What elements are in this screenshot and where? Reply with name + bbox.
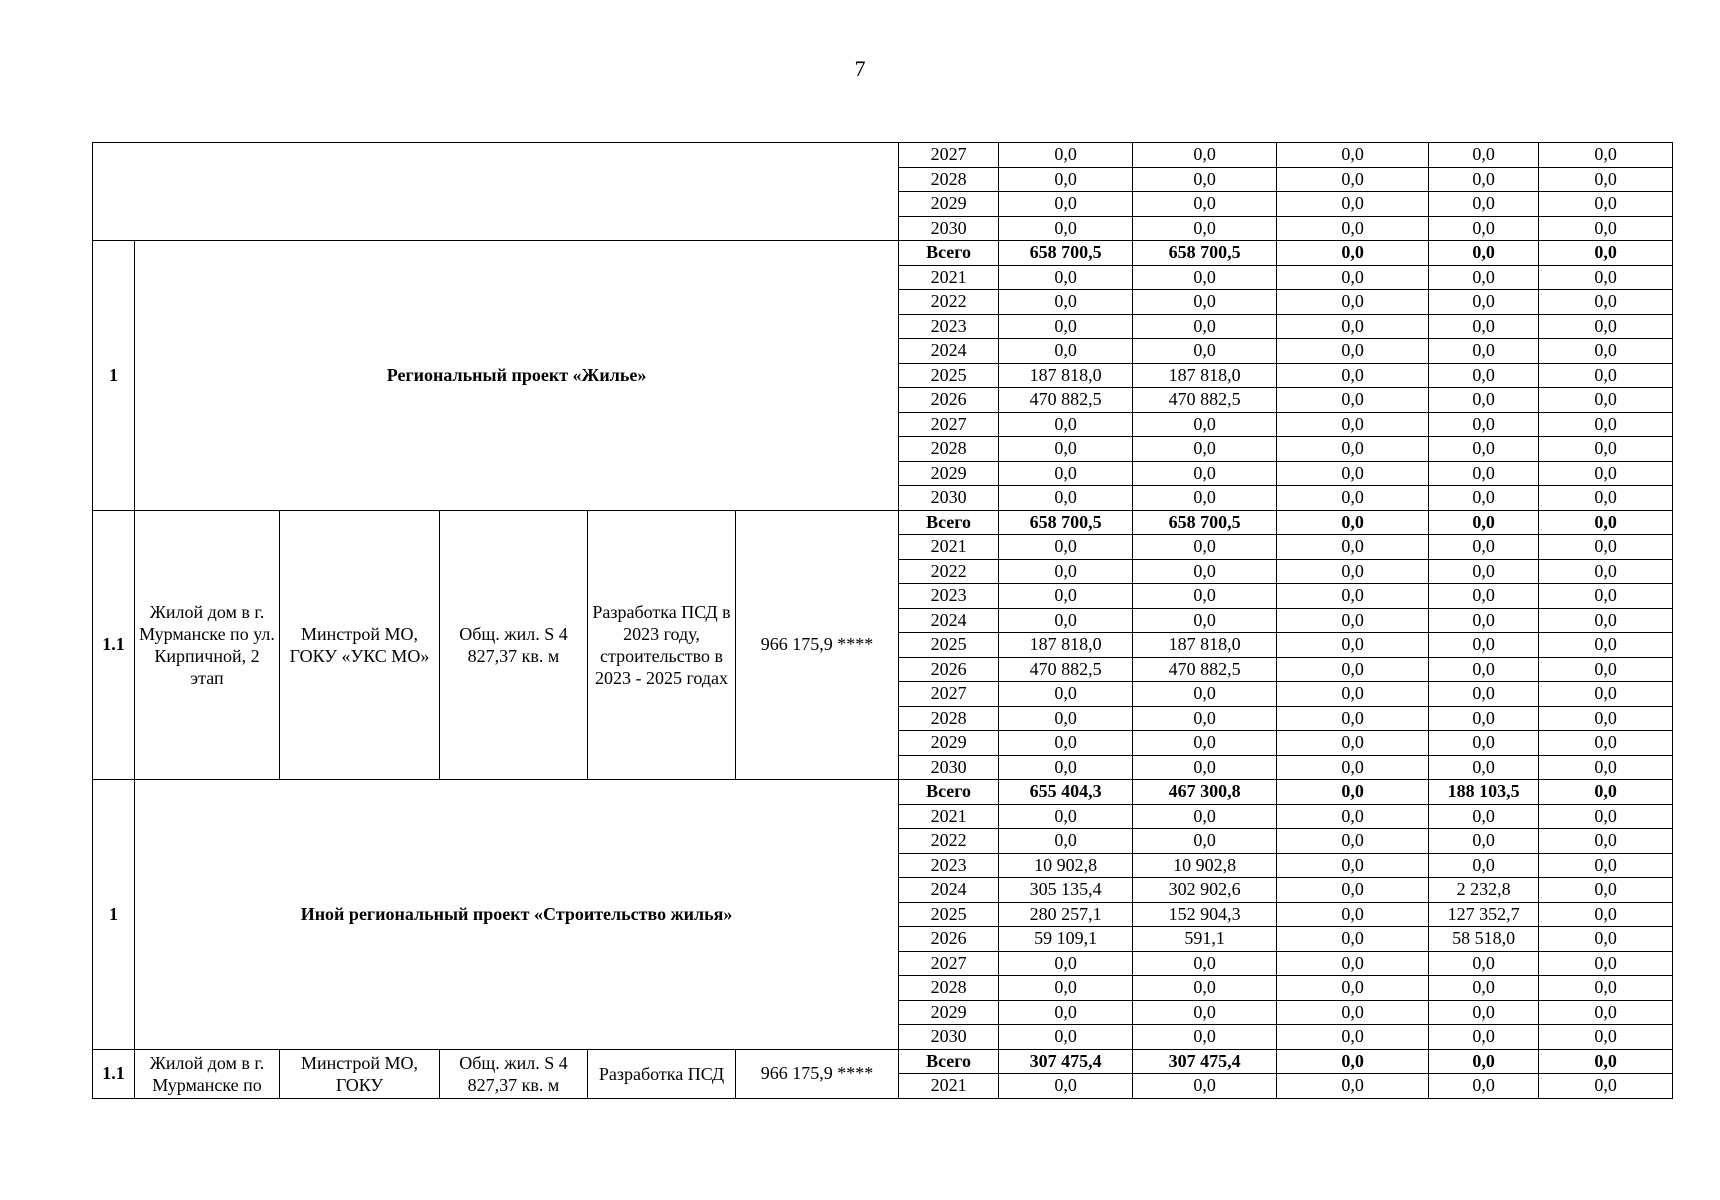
regional-budget-cell: 0,0 [1277, 608, 1429, 633]
local-budget-cell: 0,0 [1429, 510, 1539, 535]
extra-budget-cell: 0,0 [1539, 584, 1673, 609]
local-budget-cell: 0,0 [1429, 584, 1539, 609]
total-cell: 0,0 [999, 1025, 1133, 1050]
year-cell: 2028 [899, 706, 999, 731]
extra-budget-cell: 0,0 [1539, 804, 1673, 829]
regional-budget-cell: 0,0 [1277, 853, 1429, 878]
year-cell: 2022 [899, 559, 999, 584]
year-cell: 2029 [899, 731, 999, 756]
executor: Минстрой МО, ГОКУ [280, 1049, 440, 1098]
budget-table [92, 142, 1673, 1099]
local-budget-cell: 0,0 [1429, 657, 1539, 682]
capacity: Общ. жил. S 4 827,37 кв. м [440, 510, 588, 780]
extra-budget-cell: 0,0 [1539, 608, 1673, 633]
year-cell: 2029 [899, 1000, 999, 1025]
local-budget-cell: 0,0 [1429, 412, 1539, 437]
total-cell: 658 700,5 [999, 510, 1133, 535]
total-cell: 187 818,0 [999, 363, 1133, 388]
total-cell: 0,0 [999, 167, 1133, 192]
federal-budget-cell: 10 902,8 [1133, 853, 1277, 878]
regional-budget-cell: 0,0 [1277, 437, 1429, 462]
local-budget-cell: 58 518,0 [1429, 927, 1539, 952]
section-number: 1 [93, 780, 135, 1050]
federal-budget-cell: 302 902,6 [1133, 878, 1277, 903]
regional-budget-cell: 0,0 [1277, 314, 1429, 339]
extra-budget-cell: 0,0 [1539, 559, 1673, 584]
regional-budget-cell: 0,0 [1277, 241, 1429, 266]
extra-budget-cell: 0,0 [1539, 486, 1673, 511]
year-cell: 2026 [899, 927, 999, 952]
regional-budget-cell: 0,0 [1277, 265, 1429, 290]
year-cell: Всего [899, 1049, 999, 1074]
year-cell: 2027 [899, 143, 999, 168]
federal-budget-cell: 591,1 [1133, 927, 1277, 952]
local-budget-cell: 0,0 [1429, 829, 1539, 854]
year-cell: 2021 [899, 804, 999, 829]
total-cell: 307 475,4 [999, 1049, 1133, 1074]
local-budget-cell: 127 352,7 [1429, 902, 1539, 927]
regional-budget-cell: 0,0 [1277, 167, 1429, 192]
local-budget-cell: 0,0 [1429, 388, 1539, 413]
federal-budget-cell: 0,0 [1133, 437, 1277, 462]
regional-budget-cell: 0,0 [1277, 731, 1429, 756]
regional-budget-cell: 0,0 [1277, 1074, 1429, 1099]
regional-budget-cell: 0,0 [1277, 951, 1429, 976]
regional-budget-cell: 0,0 [1277, 1000, 1429, 1025]
federal-budget-cell: 467 300,8 [1133, 780, 1277, 805]
total-cell: 0,0 [999, 584, 1133, 609]
regional-budget-cell: 0,0 [1277, 804, 1429, 829]
regional-budget-cell: 0,0 [1277, 755, 1429, 780]
continuation-blank-cell [93, 143, 899, 241]
regional-budget-cell: 0,0 [1277, 829, 1429, 854]
total-cell: 0,0 [999, 706, 1133, 731]
total-cell: 0,0 [999, 192, 1133, 217]
stage: Разработка ПСД [588, 1049, 736, 1098]
extra-budget-cell: 0,0 [1539, 657, 1673, 682]
regional-budget-cell: 0,0 [1277, 486, 1429, 511]
federal-budget-cell: 0,0 [1133, 706, 1277, 731]
regional-budget-cell: 0,0 [1277, 412, 1429, 437]
local-budget-cell: 2 232,8 [1429, 878, 1539, 903]
total-cell: 0,0 [999, 829, 1133, 854]
extra-budget-cell: 0,0 [1539, 265, 1673, 290]
federal-budget-cell: 0,0 [1133, 216, 1277, 241]
year-cell: 2027 [899, 412, 999, 437]
total-cell: 0,0 [999, 265, 1133, 290]
federal-budget-cell: 470 882,5 [1133, 388, 1277, 413]
local-budget-cell: 0,0 [1429, 363, 1539, 388]
executor: Минстрой МО, ГОКУ «УКС МО» [280, 510, 440, 780]
year-cell: 2024 [899, 878, 999, 903]
regional-budget-cell: 0,0 [1277, 1049, 1429, 1074]
local-budget-cell: 0,0 [1429, 437, 1539, 462]
local-budget-cell: 0,0 [1429, 265, 1539, 290]
extra-budget-cell: 0,0 [1539, 780, 1673, 805]
year-cell: 2022 [899, 290, 999, 315]
year-cell: 2027 [899, 951, 999, 976]
local-budget-cell: 0,0 [1429, 167, 1539, 192]
total-cell: 0,0 [999, 682, 1133, 707]
extra-budget-cell: 0,0 [1539, 510, 1673, 535]
extra-budget-cell: 0,0 [1539, 412, 1673, 437]
total-cell: 0,0 [999, 535, 1133, 560]
federal-budget-cell: 0,0 [1133, 559, 1277, 584]
regional-budget-cell: 0,0 [1277, 682, 1429, 707]
extra-budget-cell: 0,0 [1539, 902, 1673, 927]
federal-budget-cell: 0,0 [1133, 535, 1277, 560]
year-cell: Всего [899, 510, 999, 535]
federal-budget-cell: 0,0 [1133, 608, 1277, 633]
local-budget-cell: 0,0 [1429, 192, 1539, 217]
local-budget-cell: 0,0 [1429, 1025, 1539, 1050]
total-cell: 0,0 [999, 1074, 1133, 1099]
local-budget-cell: 188 103,5 [1429, 780, 1539, 805]
extra-budget-cell: 0,0 [1539, 976, 1673, 1001]
regional-budget-cell: 0,0 [1277, 657, 1429, 682]
local-budget-cell: 0,0 [1429, 461, 1539, 486]
local-budget-cell: 0,0 [1429, 143, 1539, 168]
regional-budget-cell: 0,0 [1277, 927, 1429, 952]
regional-budget-cell: 0,0 [1277, 290, 1429, 315]
year-cell: 2021 [899, 535, 999, 560]
extra-budget-cell: 0,0 [1539, 437, 1673, 462]
extra-budget-cell: 0,0 [1539, 143, 1673, 168]
year-cell: 2029 [899, 192, 999, 217]
extra-budget-cell: 0,0 [1539, 388, 1673, 413]
local-budget-cell: 0,0 [1429, 1000, 1539, 1025]
local-budget-cell: 0,0 [1429, 706, 1539, 731]
extra-budget-cell: 0,0 [1539, 951, 1673, 976]
year-cell: 2022 [899, 829, 999, 854]
federal-budget-cell: 307 475,4 [1133, 1049, 1277, 1074]
year-cell: 2028 [899, 437, 999, 462]
extra-budget-cell: 0,0 [1539, 927, 1673, 952]
federal-budget-cell: 0,0 [1133, 461, 1277, 486]
local-budget-cell: 0,0 [1429, 633, 1539, 658]
extra-budget-cell: 0,0 [1539, 363, 1673, 388]
total-cell: 280 257,1 [999, 902, 1133, 927]
extra-budget-cell: 0,0 [1539, 829, 1673, 854]
project-title: Иной региональный проект «Строительство жилья» [135, 780, 899, 1050]
estimated-cost: 966 175,9 **** [736, 510, 899, 780]
local-budget-cell: 0,0 [1429, 535, 1539, 560]
regional-budget-cell: 0,0 [1277, 216, 1429, 241]
extra-budget-cell: 0,0 [1539, 682, 1673, 707]
extra-budget-cell: 0,0 [1539, 461, 1673, 486]
project-title: Региональный проект «Жилье» [135, 241, 899, 511]
regional-budget-cell: 0,0 [1277, 1025, 1429, 1050]
federal-budget-cell: 152 904,3 [1133, 902, 1277, 927]
federal-budget-cell: 0,0 [1133, 584, 1277, 609]
extra-budget-cell: 0,0 [1539, 706, 1673, 731]
total-cell: 655 404,3 [999, 780, 1133, 805]
local-budget-cell: 0,0 [1429, 853, 1539, 878]
regional-budget-cell: 0,0 [1277, 192, 1429, 217]
object-name: Жилой дом в г. Мурманске по ул. Кирпичной, 2 этап [135, 510, 280, 780]
local-budget-cell: 0,0 [1429, 290, 1539, 315]
extra-budget-cell: 0,0 [1539, 731, 1673, 756]
year-cell: 2026 [899, 388, 999, 413]
local-budget-cell: 0,0 [1429, 314, 1539, 339]
table-row [93, 1049, 1673, 1074]
page-number: 7 [854, 56, 866, 81]
year-cell: 2030 [899, 486, 999, 511]
federal-budget-cell: 0,0 [1133, 192, 1277, 217]
total-cell: 187 818,0 [999, 633, 1133, 658]
federal-budget-cell: 0,0 [1133, 486, 1277, 511]
total-cell: 0,0 [999, 412, 1133, 437]
local-budget-cell: 0,0 [1429, 1049, 1539, 1074]
total-cell: 658 700,5 [999, 241, 1133, 266]
regional-budget-cell: 0,0 [1277, 143, 1429, 168]
year-cell: 2023 [899, 853, 999, 878]
extra-budget-cell: 0,0 [1539, 755, 1673, 780]
local-budget-cell: 0,0 [1429, 216, 1539, 241]
federal-budget-cell: 658 700,5 [1133, 241, 1277, 266]
total-cell: 470 882,5 [999, 388, 1133, 413]
year-cell: 2026 [899, 657, 999, 682]
total-cell: 470 882,5 [999, 657, 1133, 682]
federal-budget-cell: 0,0 [1133, 951, 1277, 976]
extra-budget-cell: 0,0 [1539, 167, 1673, 192]
regional-budget-cell: 0,0 [1277, 706, 1429, 731]
year-cell: 2029 [899, 461, 999, 486]
federal-budget-cell: 0,0 [1133, 829, 1277, 854]
local-budget-cell: 0,0 [1429, 559, 1539, 584]
extra-budget-cell: 0,0 [1539, 1074, 1673, 1099]
year-cell: 2025 [899, 363, 999, 388]
extra-budget-cell: 0,0 [1539, 241, 1673, 266]
federal-budget-cell: 0,0 [1133, 290, 1277, 315]
total-cell: 0,0 [999, 437, 1133, 462]
total-cell: 0,0 [999, 755, 1133, 780]
year-cell: 2030 [899, 1025, 999, 1050]
year-cell: 2023 [899, 584, 999, 609]
extra-budget-cell: 0,0 [1539, 314, 1673, 339]
year-cell: 2028 [899, 976, 999, 1001]
regional-budget-cell: 0,0 [1277, 535, 1429, 560]
extra-budget-cell: 0,0 [1539, 633, 1673, 658]
federal-budget-cell: 0,0 [1133, 1025, 1277, 1050]
federal-budget-cell: 0,0 [1133, 731, 1277, 756]
extra-budget-cell: 0,0 [1539, 1025, 1673, 1050]
federal-budget-cell: 0,0 [1133, 1074, 1277, 1099]
total-cell: 0,0 [999, 976, 1133, 1001]
federal-budget-cell: 0,0 [1133, 412, 1277, 437]
local-budget-cell: 0,0 [1429, 339, 1539, 364]
year-cell: 2030 [899, 755, 999, 780]
table-row [93, 780, 1673, 805]
total-cell: 0,0 [999, 216, 1133, 241]
year-cell: Всего [899, 241, 999, 266]
extra-budget-cell: 0,0 [1539, 878, 1673, 903]
total-cell: 0,0 [999, 314, 1133, 339]
extra-budget-cell: 0,0 [1539, 853, 1673, 878]
section-number: 1.1 [93, 1049, 135, 1098]
federal-budget-cell: 470 882,5 [1133, 657, 1277, 682]
federal-budget-cell: 0,0 [1133, 755, 1277, 780]
regional-budget-cell: 0,0 [1277, 976, 1429, 1001]
total-cell: 0,0 [999, 143, 1133, 168]
total-cell: 0,0 [999, 486, 1133, 511]
federal-budget-cell: 0,0 [1133, 976, 1277, 1001]
year-cell: Всего [899, 780, 999, 805]
year-cell: 2024 [899, 339, 999, 364]
total-cell: 0,0 [999, 559, 1133, 584]
federal-budget-cell: 0,0 [1133, 167, 1277, 192]
local-budget-cell: 0,0 [1429, 976, 1539, 1001]
total-cell: 10 902,8 [999, 853, 1133, 878]
local-budget-cell: 0,0 [1429, 486, 1539, 511]
table-row [93, 510, 1673, 535]
year-cell: 2025 [899, 633, 999, 658]
year-cell: 2030 [899, 216, 999, 241]
federal-budget-cell: 187 818,0 [1133, 363, 1277, 388]
regional-budget-cell: 0,0 [1277, 633, 1429, 658]
local-budget-cell: 0,0 [1429, 682, 1539, 707]
federal-budget-cell: 0,0 [1133, 1000, 1277, 1025]
federal-budget-cell: 0,0 [1133, 265, 1277, 290]
extra-budget-cell: 0,0 [1539, 1000, 1673, 1025]
federal-budget-cell: 0,0 [1133, 804, 1277, 829]
extra-budget-cell: 0,0 [1539, 192, 1673, 217]
local-budget-cell: 0,0 [1429, 1074, 1539, 1099]
regional-budget-cell: 0,0 [1277, 780, 1429, 805]
extra-budget-cell: 0,0 [1539, 290, 1673, 315]
year-cell: 2028 [899, 167, 999, 192]
year-cell: 2025 [899, 902, 999, 927]
extra-budget-cell: 0,0 [1539, 339, 1673, 364]
regional-budget-cell: 0,0 [1277, 878, 1429, 903]
total-cell: 59 109,1 [999, 927, 1133, 952]
regional-budget-cell: 0,0 [1277, 461, 1429, 486]
table-row [93, 241, 1673, 266]
year-cell: 2021 [899, 1074, 999, 1099]
total-cell: 305 135,4 [999, 878, 1133, 903]
total-cell: 0,0 [999, 461, 1133, 486]
local-budget-cell: 0,0 [1429, 608, 1539, 633]
regional-budget-cell: 0,0 [1277, 559, 1429, 584]
table-row [93, 143, 1673, 168]
year-cell: 2023 [899, 314, 999, 339]
regional-budget-cell: 0,0 [1277, 363, 1429, 388]
local-budget-cell: 0,0 [1429, 241, 1539, 266]
federal-budget-cell: 0,0 [1133, 314, 1277, 339]
year-cell: 2021 [899, 265, 999, 290]
total-cell: 0,0 [999, 951, 1133, 976]
regional-budget-cell: 0,0 [1277, 584, 1429, 609]
section-number: 1 [93, 241, 135, 511]
extra-budget-cell: 0,0 [1539, 216, 1673, 241]
year-cell: 2027 [899, 682, 999, 707]
extra-budget-cell: 0,0 [1539, 535, 1673, 560]
object-name: Жилой дом в г. Мурманске по [135, 1049, 280, 1098]
regional-budget-cell: 0,0 [1277, 339, 1429, 364]
local-budget-cell: 0,0 [1429, 755, 1539, 780]
federal-budget-cell: 0,0 [1133, 143, 1277, 168]
capacity: Общ. жил. S 4 827,37 кв. м [440, 1049, 588, 1098]
estimated-cost: 966 175,9 **** [736, 1049, 899, 1098]
total-cell: 0,0 [999, 608, 1133, 633]
section-number: 1.1 [93, 510, 135, 780]
total-cell: 0,0 [999, 290, 1133, 315]
total-cell: 0,0 [999, 1000, 1133, 1025]
year-cell: 2024 [899, 608, 999, 633]
total-cell: 0,0 [999, 804, 1133, 829]
total-cell: 0,0 [999, 339, 1133, 364]
total-cell: 0,0 [999, 731, 1133, 756]
regional-budget-cell: 0,0 [1277, 510, 1429, 535]
local-budget-cell: 0,0 [1429, 951, 1539, 976]
local-budget-cell: 0,0 [1429, 804, 1539, 829]
federal-budget-cell: 0,0 [1133, 682, 1277, 707]
regional-budget-cell: 0,0 [1277, 902, 1429, 927]
federal-budget-cell: 187 818,0 [1133, 633, 1277, 658]
local-budget-cell: 0,0 [1429, 731, 1539, 756]
federal-budget-cell: 658 700,5 [1133, 510, 1277, 535]
regional-budget-cell: 0,0 [1277, 388, 1429, 413]
federal-budget-cell: 0,0 [1133, 339, 1277, 364]
extra-budget-cell: 0,0 [1539, 1049, 1673, 1074]
stage: Разработка ПСД в 2023 году, строительство в 2023 - 2025 годах [588, 510, 736, 780]
